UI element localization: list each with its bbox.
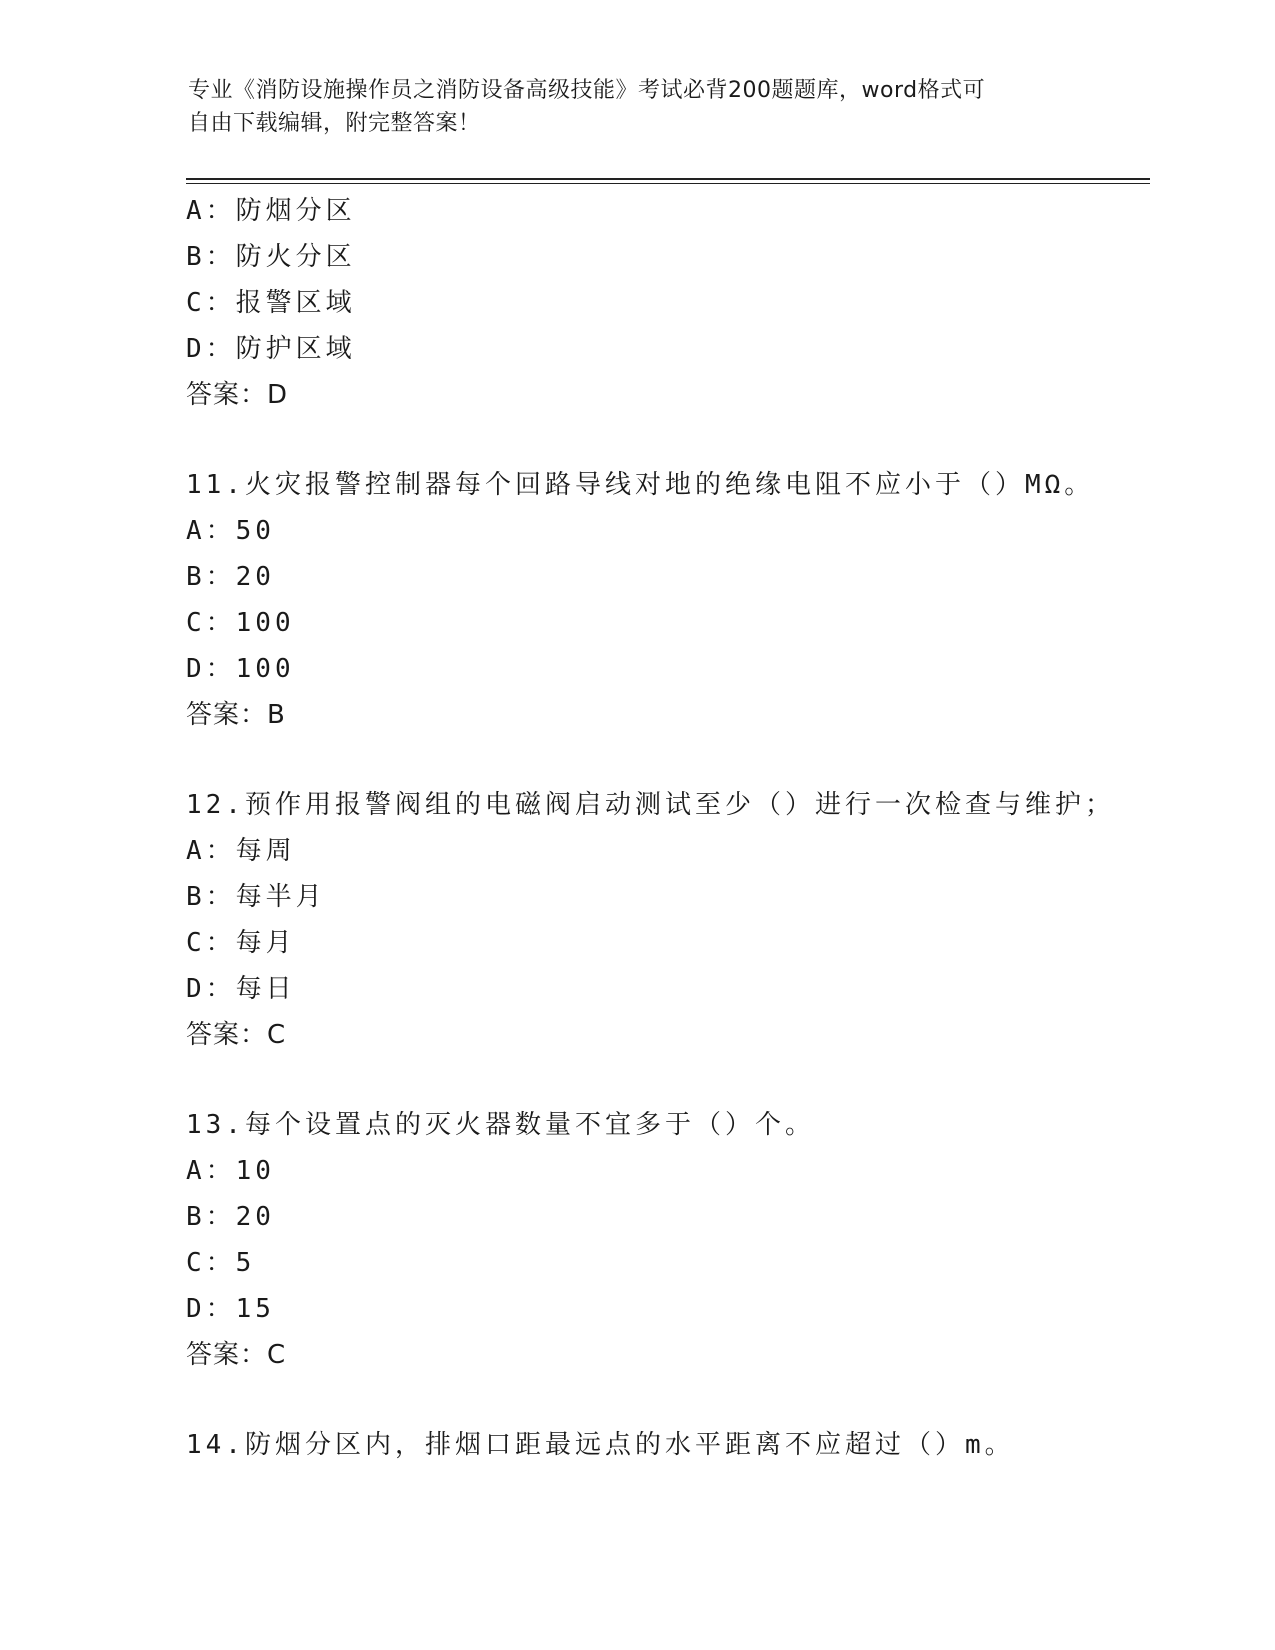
answer-line: 答案：C xyxy=(186,1340,287,1370)
question-list xyxy=(186,188,1166,1468)
header-line-2: 自由下载编辑，附完整答案！ xyxy=(188,111,481,136)
question-text: 12.预作用报警阀组的电磁阀启动测试至少（）进行一次检查与维护； xyxy=(186,790,1115,820)
option-b: B：20 xyxy=(186,1202,275,1232)
option-a: A：10 xyxy=(186,1156,275,1186)
option-b: B：每半月 xyxy=(186,882,326,912)
question-text: 11.火灾报警控制器每个回路导线对地的绝缘电阻不应小于（）MΩ。 xyxy=(186,470,1095,500)
document-header xyxy=(188,74,1088,140)
question-text: 14.防烟分区内，排烟口距最远点的水平距离不应超过（）m。 xyxy=(186,1430,1015,1460)
option-a: A：防烟分区 xyxy=(186,196,356,226)
option-b: B：防火分区 xyxy=(186,242,356,272)
question-block-12 xyxy=(186,782,1166,1058)
option-c: C：100 xyxy=(186,608,295,638)
question-block-11 xyxy=(186,462,1166,738)
header-divider-thin xyxy=(186,183,1150,184)
answer-line: 答案：B xyxy=(186,700,286,730)
option-a: A：每周 xyxy=(186,836,296,866)
option-d: D：每日 xyxy=(186,974,296,1004)
option-a: A：50 xyxy=(186,516,275,546)
question-block-13 xyxy=(186,1102,1166,1378)
option-d: D：100 xyxy=(186,654,295,684)
option-d: D：防护区域 xyxy=(186,334,356,364)
option-c: C：报警区域 xyxy=(186,288,356,318)
option-c: C：每月 xyxy=(186,928,296,958)
option-c: C：5 xyxy=(186,1248,256,1278)
question-block-14 xyxy=(186,1422,1166,1468)
question-block-10 xyxy=(186,188,1166,418)
option-d: D：15 xyxy=(186,1294,275,1324)
header-divider-thick xyxy=(186,178,1150,180)
answer-line: 答案：C xyxy=(186,1020,287,1050)
option-b: B：20 xyxy=(186,562,275,592)
answer-line: 答案：D xyxy=(186,380,289,410)
header-line-1: 专业《消防设施操作员之消防设备高级技能》考试必背200题题库，word格式可 xyxy=(188,78,986,103)
question-text: 13.每个设置点的灭火器数量不宜多于（）个。 xyxy=(186,1110,815,1140)
